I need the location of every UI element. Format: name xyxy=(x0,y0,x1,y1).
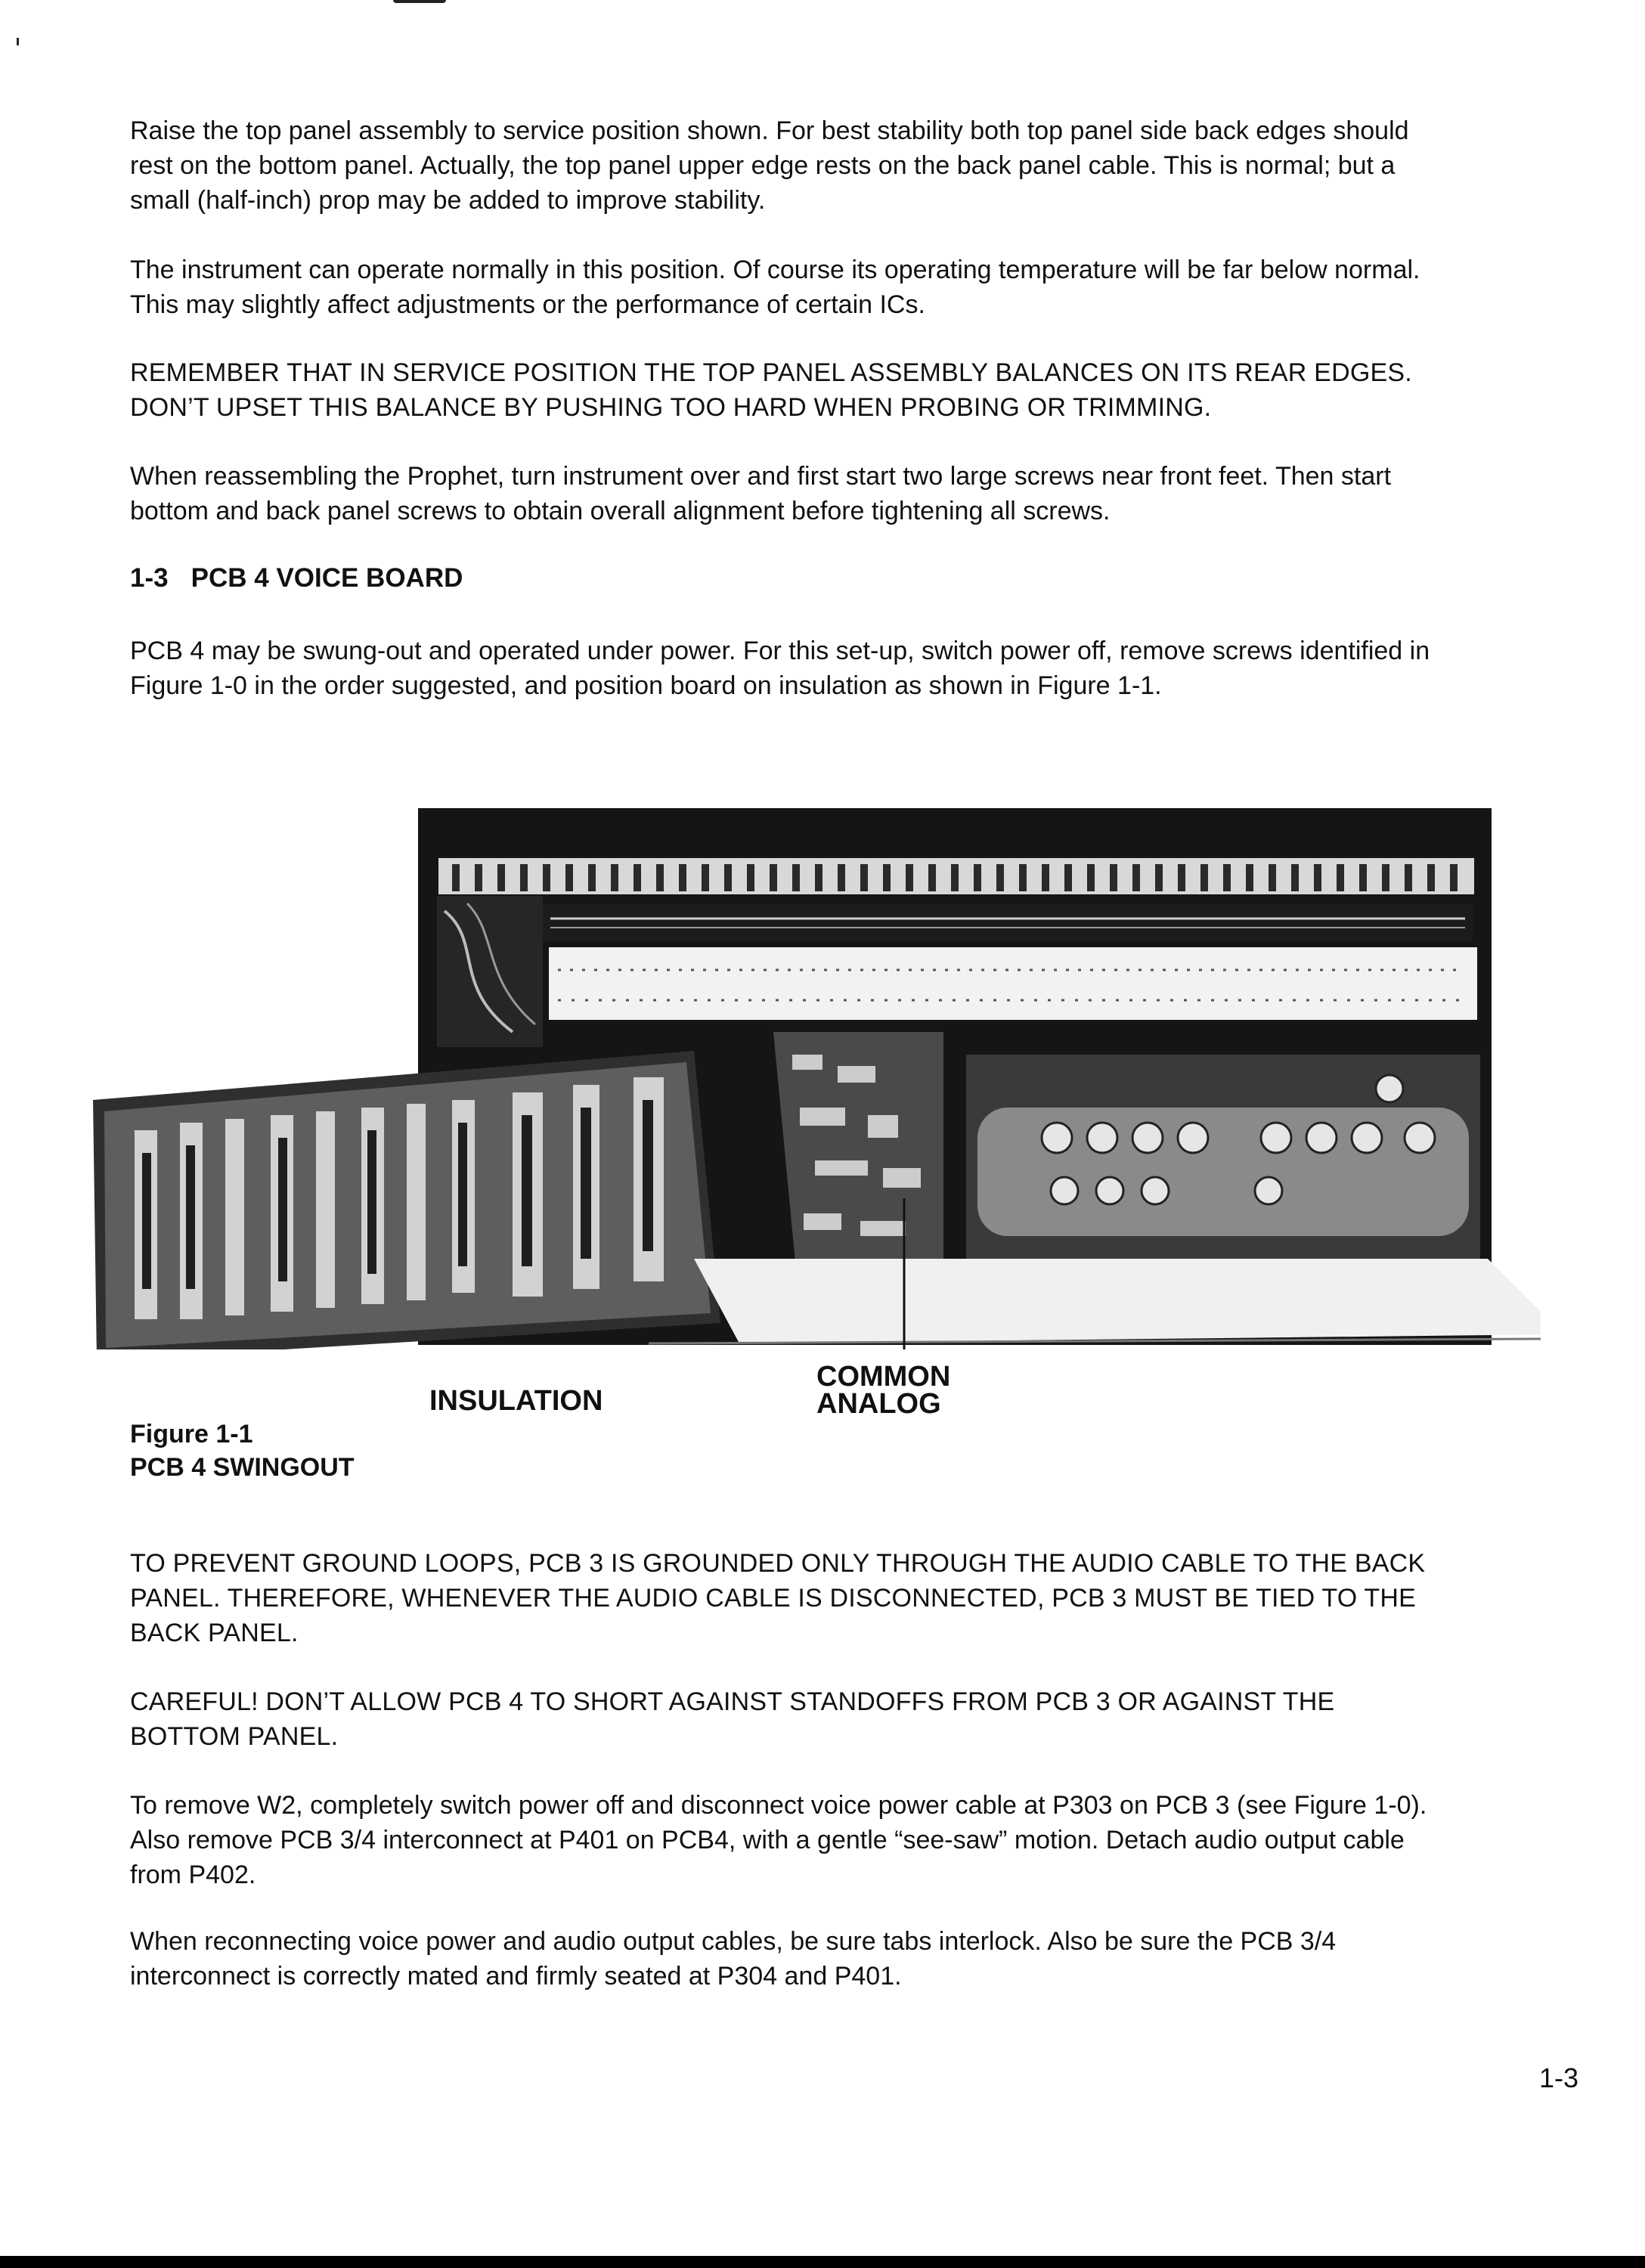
scan-bottom-edge xyxy=(0,2256,1645,2268)
figure-caption xyxy=(130,1418,355,1484)
paragraph-reconnecting: When reconnecting voice power and audio output cables, be sure tabs interlock. Also be sure the PCB 3/4 interconnect is correctly mated and firmly seated at P304 and P401. xyxy=(130,1927,1337,1991)
paragraph-reassembly: When reassembling the Prophet, turn instrument over and first start two large screws near front feet. Then start bottom and back panel screws to obtain overall alignment before tightening all screws. xyxy=(130,462,1392,525)
figure-title: PCB 4 SWINGOUT xyxy=(130,1453,355,1482)
paragraph-balance-warning: REMEMBER THAT IN SERVICE POSITION THE TOP PANEL ASSEMBLY BALANCES ON ITS REAR EDGES. DON’T UPSET THIS BALANCE BY PUSHING TOO HARD WHEN PROBING OR TRIMMING. xyxy=(130,358,1412,422)
label-common: COMMON xyxy=(816,1361,951,1393)
figure-number: Figure 1-1 xyxy=(130,1420,253,1448)
pcb-photo-illustration xyxy=(89,805,1541,1349)
section-number: 1-3 xyxy=(130,563,169,593)
paragraph-swing-out: PCB 4 may be swung-out and operated under power. For this set-up, switch power off, remove screws identified in Figure 1-0 in the order suggested, and position board on insulation as shown in Figure 1-1. xyxy=(130,637,1430,700)
paragraph-top-panel-service: Raise the top panel assembly to service position shown. For best stability both top panel side back edges should rest on the bottom panel. Actually, the top panel upper edge rests on the back panel cable. This is normal; but a small (half-inch) prop may be added to improve stability. xyxy=(130,116,1409,215)
label-insulation: INSULATION xyxy=(429,1385,603,1417)
paragraph-operating-temperature: The instrument can operate normally in this position. Of course its operating temperature will be far below normal. This may slightly affect adjustments or the performance of certain ICs. xyxy=(130,256,1420,319)
section-heading xyxy=(130,563,463,593)
scan-mark-top xyxy=(393,0,446,3)
label-analog: ANALOG xyxy=(816,1388,941,1420)
section-title: PCB 4 VOICE BOARD xyxy=(191,563,463,593)
page-number: 1-3 xyxy=(1538,2062,1578,2093)
pcb-swingout-photo xyxy=(89,805,1541,1349)
paragraph-ground-loops: TO PREVENT GROUND LOOPS, PCB 3 IS GROUNDED ONLY THROUGH THE AUDIO CABLE TO THE BACK PANEL. THEREFORE, WHENEVER THE AUDIO CABLE IS DISCONNECTED, PCB 3 MUST BE TIED TO THE BACK PANEL. xyxy=(130,1549,1426,1647)
paragraph-short-warning: CAREFUL! DON’T ALLOW PCB 4 TO SHORT AGAINST STANDOFFS FROM PCB 3 OR AGAINST THE BOTTOM PANEL. xyxy=(130,1687,1335,1751)
label-common-analog xyxy=(816,1363,950,1418)
paragraph-remove-w2: To remove W2, completely switch power off and disconnect voice power cable at P303 on PCB 3 (see Figure 1-0). Also remove PCB 3/4 interconnect at P401 on PCB4, with a gentle “see-saw” motion. Detach audio output cable from P402. xyxy=(130,1791,1427,1889)
scan-mark-left xyxy=(17,38,19,45)
